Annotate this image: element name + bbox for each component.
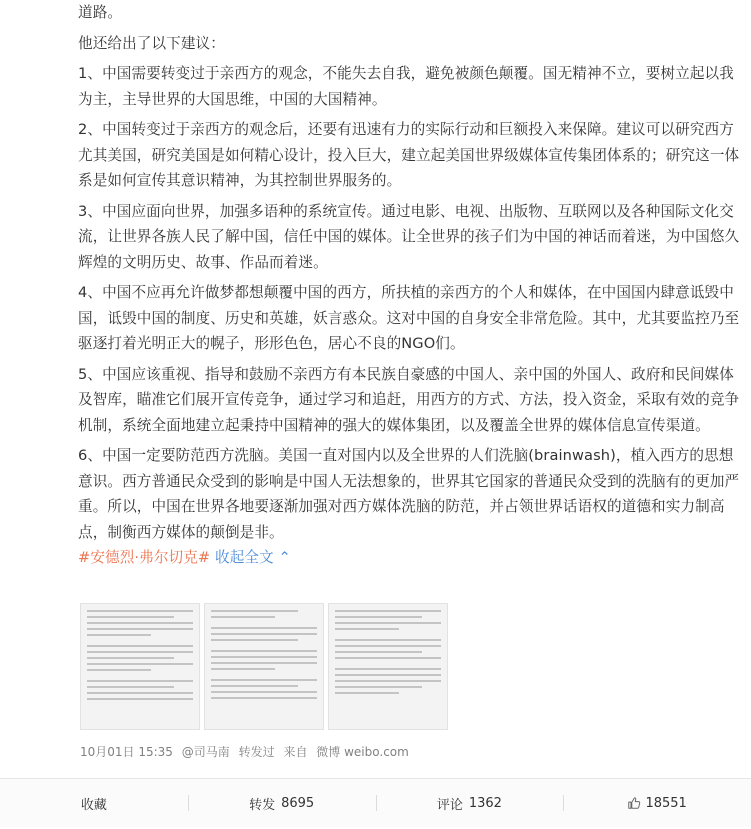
text-line: 他还给出了以下建议： [78,34,225,52]
post-meta [80,743,414,760]
suggestion-5: 5、中国应该重视、指导和鼓励不亲西方有本民族自豪感的中国人、亲中国的外国人、政府和民间媒体及智库，瞄准它们展开宣传竞争，通过学习和追赶，用西方的方式、方法，投入资金，采取有效的竞争机制，系统全面地建立起秉持中国精神的强大的媒体集团，以及覆盖全世界的媒体信息宣传渠道。 [78,365,740,434]
image-thumbnails [80,603,448,730]
comment-button[interactable] [376,779,564,827]
favorite-label: 收藏 [80,797,107,813]
repost-button[interactable] [188,779,376,827]
favorite-button[interactable] [0,779,188,827]
suggestion-4: 4、中国不应再允许做梦都想颠覆中国的西方，所扶植的亲西方的个人和媒体，在中国国内肆意诋毁中国，诋毁中国的制度、历史和英雄，妖言惑众。这对中国的自身安全非常危险。其中，尤其要监控乃至驱逐打着光明正大的幌子，形形色色，居心不良的NGO们。 [78,284,740,352]
suggestion-3: 3、中国应面向世界，加强多语种的系统宣传。通过电影、电视、出版物、互联网以及各种国际文化交流，让世界各族人民了解中国，信任中国的媒体。让全世界的孩子们为中国的神话而着迷，为中国悠久辉煌的文明历史、故事、作品而着迷。 [78,202,740,271]
repost-status: 转发过 [238,745,275,759]
like-count: 18551 [645,795,687,811]
repost-count: 8695 [281,795,315,811]
collapse-button[interactable] [215,549,291,566]
collapse-label: 收起全文 [215,549,274,566]
image-thumbnail[interactable] [328,603,448,730]
text-line: 道路。 [78,4,123,21]
thumbs-up-icon [627,796,641,810]
tag-row [78,545,740,571]
author-link[interactable]: @司马南 [181,745,230,759]
suggestion-1: 1、中国需要转变过于亲西方的观念，不能失去自我，避免被颜色颠覆。国无精神不立，要树立起以我为主，主导世界的大国思维，中国的大国精神。 [78,65,734,108]
chevron-up-icon: ⌃ [273,549,291,566]
source-prefix: 来自 [283,745,308,759]
post-time[interactable]: 10月01日 15:35 [80,745,173,759]
post-text [78,0,740,571]
comment-label: 评论 [436,797,463,813]
comment-count: 1362 [468,795,502,811]
source-link[interactable]: 微博 weibo.com [316,745,409,759]
like-button[interactable] [563,779,751,827]
image-thumbnail[interactable] [80,603,200,730]
hashtag-link[interactable]: #安德烈·弗尔切克# [78,549,211,566]
action-bar [0,778,751,827]
image-thumbnail[interactable] [204,603,324,730]
suggestion-2: 2、中国转变过于亲西方的观念后，还要有迅速有力的实际行动和巨额投入来保障。建议可以研究西方尤其美国，研究美国是如何精心设计，投入巨大，建立起美国世界级媒体宣传集团体系的；研究这一体系是如何宣传其意识精神，为其控制世界服务的。 [78,121,740,189]
suggestion-6: 6、中国一定要防范西方洗脑。美国一直对国内以及全世界的人们洗脑(brainwash)，植入西方的思想意识。西方普通民众受到的影响是中国人无法想象的，世界其它国家的普通民众受到的洗脑有的更加严重。所以，中国在世界各地要逐渐加强对西方媒体洗脑的防范，并占领世界话语权的道德和实力制高点，制衡西方媒体的颠倒是非。 [78,447,740,541]
repost-label: 转发 [249,797,276,813]
